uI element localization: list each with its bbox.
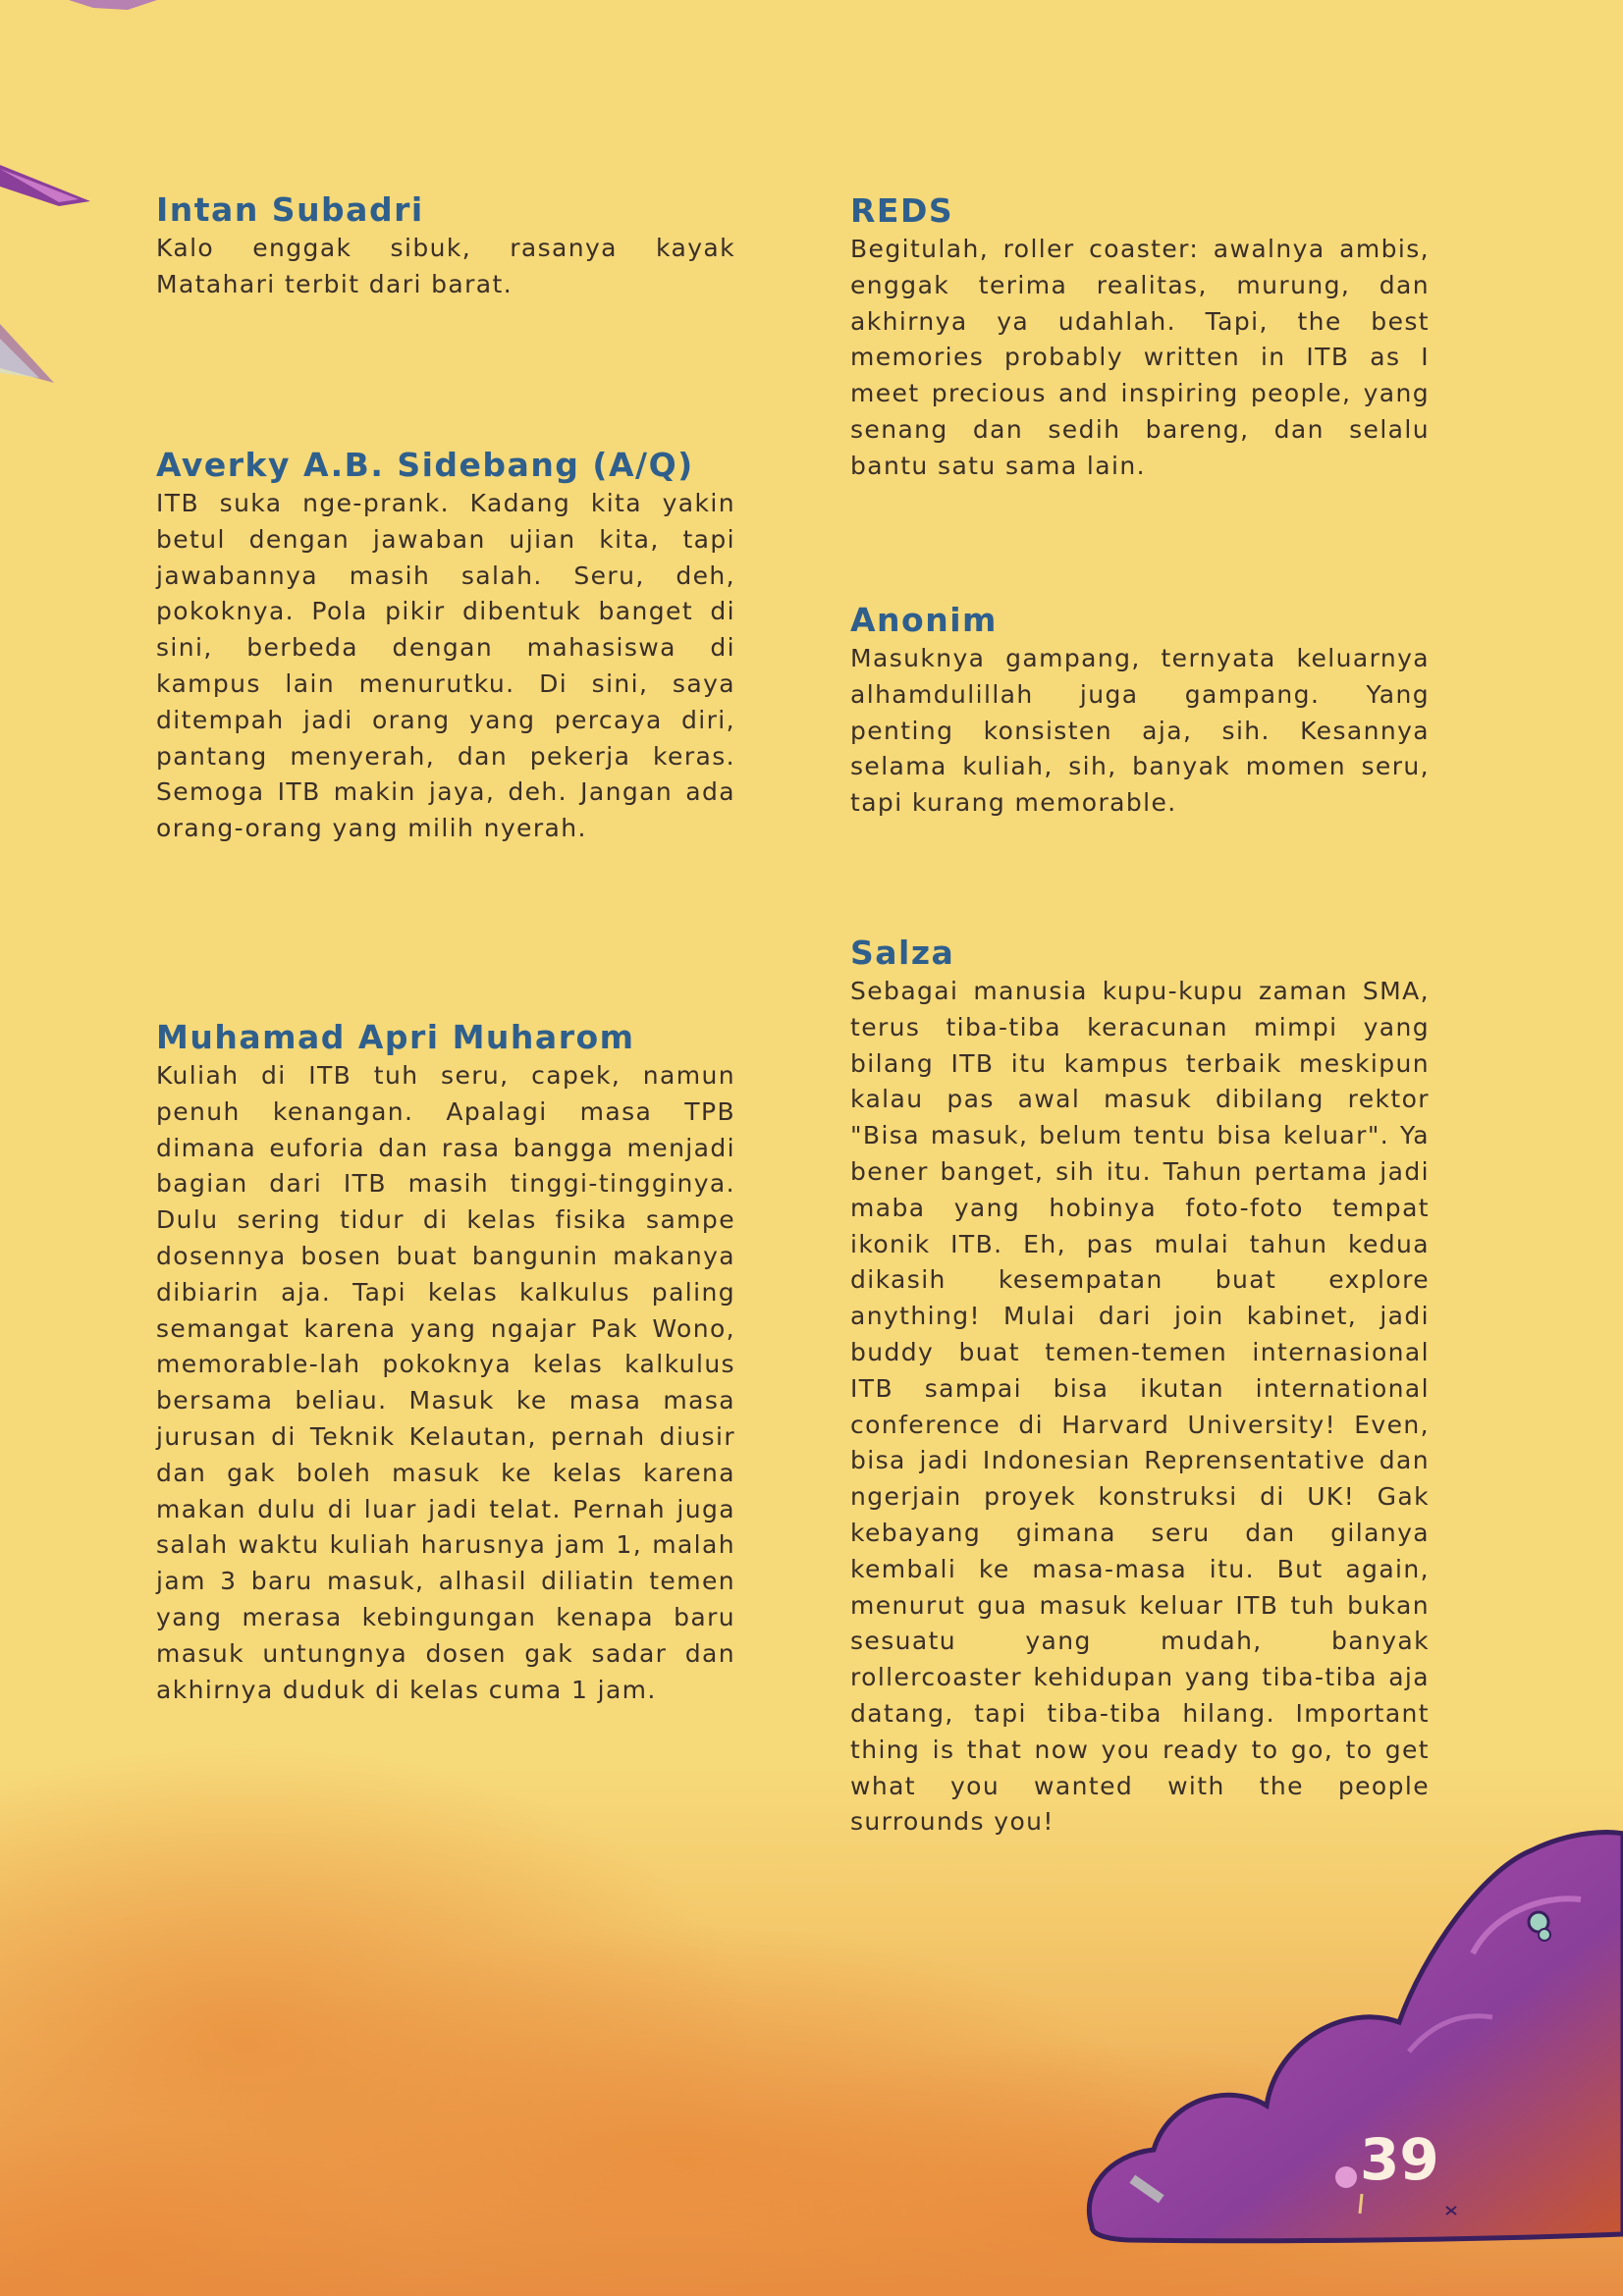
entry-text: Sebagai manusia kupu-kupu zaman SMA, terus tiba-tiba keracunan mimpi yang bilang ITB itu kampus terbaik meskipun kalau pas awal masuk dibilang rektor "Bisa masuk, belum tentu bisa keluar". Ya bener banget, sih itu. Tahun pertama jadi maba yang hobinya foto-foto tempat ikonik ITB. Eh, pas mulai tahun kedua dikasih kesempatan buat explore anything! Mulai dari join kabinet, jadi buddy buat temen-temen internasional ITB sampai bisa ikutan international conference di Harvard University! Even, bisa jadi Indonesian Reprensentative dan ngerjain proyek konstruksi di UK! Gak kebayang gimana seru dan gilanya kembali ke masa-masa itu. But again, menurut gua masuk keluar ITB tuh bukan sesuatu yang mudah, banyak rollercoaster kehidupan yang tiba-tiba aja datang, tapi tiba-tiba hilang. Important thing is that now you ready to go, to get what you wanted with the people surrounds you! xyxy=(850,977,1430,1837)
entry-averky-sidebang xyxy=(156,445,735,847)
entry-text: ITB suka nge-prank. Kadang kita yakin betul dengan jawaban ujian kita, tapi jawabannya masih salah. Seru, deh, pokoknya. Pola pikir dibentuk banget di sini, berbeda dengan mahasiswa di kampus lain menurutku. Di sini, saya ditempah jadi orang yang percaya diri, pantang menyerah, dan pekerja keras. Semoga ITB makin jaya, deh. Jangan ada orang-orang yang milih nyerah. xyxy=(156,489,735,843)
entry-text: Masuknya gampang, ternyata keluarnya alhamdulillah juga gampang. Yang penting konsisten aja, sih. Kesannya selama kuliah, sih, banyak momen seru, tapi kurang memorable. xyxy=(850,644,1430,818)
entry-name: Muhamad Apri Muharom xyxy=(156,1018,635,1056)
entry-name: Salza xyxy=(850,934,955,972)
page-number: 39 xyxy=(1360,2126,1439,2193)
entry-salza xyxy=(850,933,1430,1841)
entry-name: Intan Subadri xyxy=(156,190,424,229)
entry-reds xyxy=(850,190,1430,485)
entry-name: REDS xyxy=(850,191,954,230)
entry-anonim xyxy=(850,600,1430,822)
entry-text: Begitulah, roller coaster: awalnya ambis, enggak terima realitas, murung, dan akhirnya ya udahlah. Tapi, the best memories probably written in ITB as I meet precious and inspiring people, yang senang dan sedih bareng, dan selalu bantu satu sama lain. xyxy=(850,235,1430,480)
entry-text: Kuliah di ITB tuh seru, capek, namun penuh kenangan. Apalagi masa TPB dimana euforia dan rasa bangga menjadi bagian dari ITB masih tinggi-tingginya. Dulu sering tidur di kelas fisika sampe dosennya bosen buat bangunin makanya dibiarin aja. Tapi kelas kalkulus paling semangat karena yang ngajar Pak Wono, memorable-lah pokoknya kelas kalkulus bersama beliau. Masuk ke masa masa jurusan di Teknik Kelautan, pernah diusir dan gak boleh masuk ke kelas karena makan dulu di luar jadi telat. Pernah juga salah waktu kuliah harusnya jam 1, malah jam 3 baru masuk, alhasil diliatin temen yang merasa kebingungan kenapa baru masuk untungnya dosen gak sadar dan akhirnya duduk di kelas cuma 1 jam. xyxy=(156,1061,735,1704)
page-number-dot xyxy=(1335,2166,1357,2188)
entry-name: Anonim xyxy=(850,601,998,639)
left-edge-shards xyxy=(0,0,157,383)
entry-name: Averky A.B. Sidebang (A/Q) xyxy=(156,446,694,484)
entry-muhamad-apri-muharom xyxy=(156,1017,735,1708)
entry-intan-subadri xyxy=(156,189,735,303)
entry-text: Kalo enggak sibuk, rasanya kayak Matahari terbit dari barat. xyxy=(156,234,735,298)
